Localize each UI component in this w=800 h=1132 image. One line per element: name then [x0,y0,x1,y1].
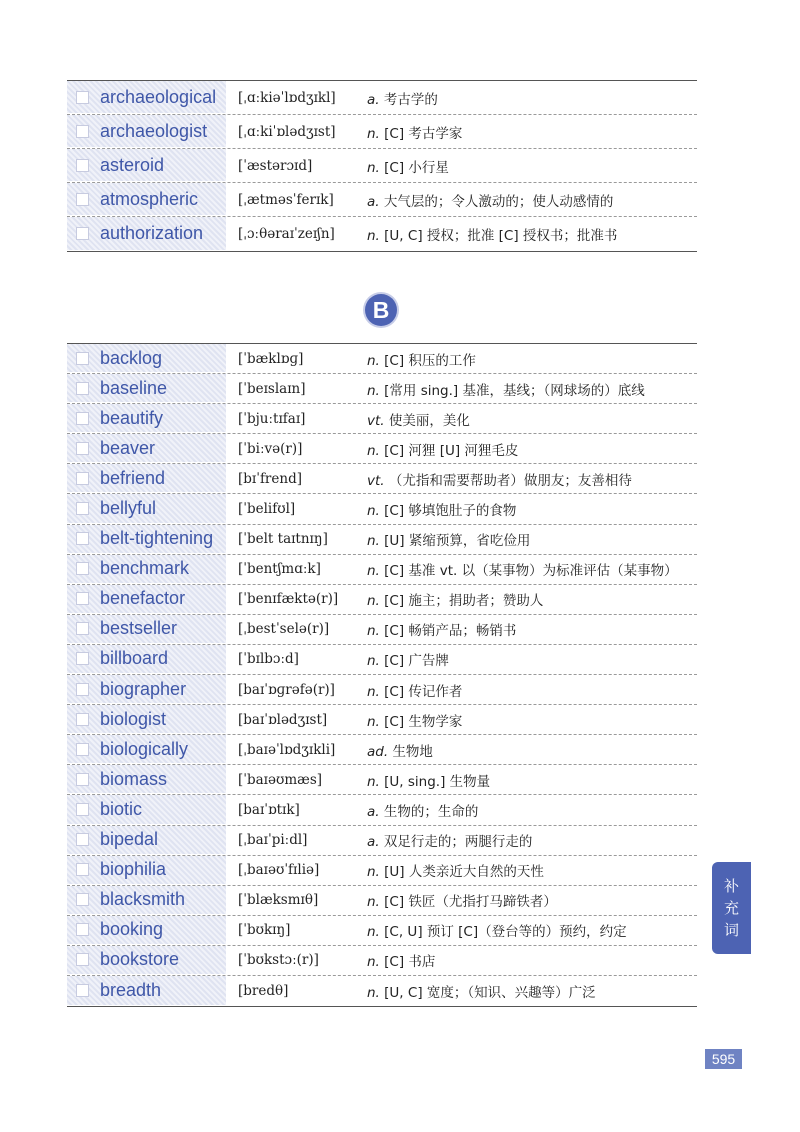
checkbox[interactable] [76,502,89,515]
table-row [67,494,697,524]
checkbox[interactable] [76,773,89,786]
entry-meaning: [C] 传记作者 [384,683,463,700]
entry-definition [367,589,697,609]
entry-pos: n. [367,382,380,399]
entry-meaning: 生物的；生命的 [383,803,479,820]
entry-definition [367,800,697,820]
entry-phonetic: [ˈbɪlbɔːd] [238,651,299,668]
entry-meaning: [C] 书店 [384,954,436,971]
table-row [67,826,697,856]
entry-phonetic: [ˈbelt taɪtnɪŋ] [238,531,328,548]
word-cell [67,217,226,251]
entry-definition [367,88,697,108]
page-number: 595 [705,1049,742,1069]
entry-pos: n. [367,653,380,670]
table-row [67,675,697,705]
word-cell [67,765,226,794]
entry-definition [367,156,697,176]
table-row [67,795,697,825]
entry-pos: n. [367,593,380,610]
table-row [67,374,697,404]
entry-phonetic: [ˈbʊkstɔː(r)] [238,952,319,969]
word-cell [67,555,226,584]
entry-meaning: [U, sing.] 生物量 [384,773,491,790]
word-cell [67,585,226,614]
entry-pos: n. [367,683,380,700]
word-cell [67,946,226,975]
table-row [67,856,697,886]
table-row [67,916,697,946]
entry-meaning: （尤指和需要帮助者）做朋友；友善相待 [388,472,632,489]
checkbox[interactable] [76,713,89,726]
entry-word: belt-tightening [100,528,214,549]
word-cell [67,795,226,824]
entry-meaning: [C] 河狸 [U] 河狸毛皮 [384,442,519,459]
entry-word: blacksmith [100,889,186,910]
table-row [67,645,697,675]
section-letter-badge: B [365,294,397,326]
entry-phonetic: [bredθ] [238,983,289,1000]
entry-word: archaeologist [100,120,208,141]
entry-meaning: [C, U] 预订 [C]（登台等的）预约，约定 [384,924,627,941]
table-row [67,81,697,115]
entry-meaning: [U, C] 授权；批准 [C] 授权书；批准书 [384,228,618,244]
checkbox[interactable] [76,472,89,485]
entry-word: bestseller [100,618,178,639]
checkbox[interactable] [76,923,89,936]
checkbox[interactable] [76,592,89,605]
table-row [67,525,697,555]
entry-meaning: [C] 考古学家 [384,125,463,142]
table-row [67,464,697,494]
entry-word: breadth [100,980,162,1001]
entry-phonetic: [ˈbjuːtɪfaɪ] [238,410,306,427]
word-cell [67,705,226,734]
checkbox[interactable] [76,562,89,575]
entry-meaning: [C] 畅销产品；畅销书 [384,623,517,640]
word-cell [67,826,226,855]
entry-meaning: [C] 广告牌 [384,653,449,670]
word-cell [67,464,226,493]
checkbox[interactable] [76,622,89,635]
entry-meaning: [C] 铁匠（尤指打马蹄铁者） [384,894,557,911]
vocab-table-a [67,80,697,252]
entry-definition [367,740,697,760]
checkbox[interactable] [76,532,89,545]
entry-definition [367,710,697,730]
entry-pos: n. [367,352,380,369]
entry-meaning: 生物地 [392,743,433,760]
checkbox[interactable] [76,984,89,997]
entry-phonetic: [bɪˈfrend] [238,470,302,487]
word-cell [67,856,226,885]
checkbox[interactable] [76,412,89,425]
table-row [67,735,697,765]
entry-definition [367,529,697,549]
entry-meaning: [C] 小行星 [384,159,449,176]
entry-phonetic: [ˌbaɪəʊˈfɪliə] [238,862,320,879]
checkbox[interactable] [76,683,89,696]
entry-phonetic: [ˌɔːθəraɪˈzeɪʃn] [238,226,335,242]
entry-definition [367,830,697,850]
entry-meaning: [U] 紧缩预算，省吃俭用 [384,533,531,550]
entry-pos: a. [367,834,380,851]
entry-definition [367,559,697,579]
table-row [67,976,697,1006]
entry-pos: n. [367,125,380,142]
entry-pos: n. [367,864,380,881]
entry-definition [367,950,697,970]
entry-word: backlog [100,347,163,368]
entry-meaning: [C] 生物学家 [384,713,463,730]
checkbox[interactable] [76,382,89,395]
entry-word: billboard [100,648,169,669]
word-cell [67,675,226,704]
entry-meaning: 大气层的；令人激动的；使人动感情的 [383,193,614,210]
entry-pos: n. [367,985,380,1002]
entry-phonetic: [ˈbaɪəʊmæs] [238,771,323,788]
word-cell [67,149,226,182]
table-row [67,149,697,183]
entry-word: atmospheric [100,188,199,209]
entry-pos: ad. [367,743,389,760]
table-row [67,115,697,149]
word-cell [67,525,226,554]
entry-meaning: [U, C] 宽度；（知识、兴趣等）广泛 [384,985,596,1002]
checkbox[interactable] [76,125,89,138]
entry-phonetic: [baɪˈɒlədʒɪst] [238,711,328,728]
entry-pos: n. [367,159,380,176]
table-row [67,217,697,251]
table-row [67,765,697,795]
checkbox[interactable] [76,652,89,665]
entry-meaning: [C] 够填饱肚子的食物 [384,503,517,520]
checkbox[interactable] [76,442,89,455]
entry-pos: a. [367,193,380,210]
supplementary-words-tab[interactable] [712,862,751,954]
side-tab-char: 词 [723,921,739,939]
entry-meaning: 双足行走的；两腿行走的 [383,834,533,851]
entry-pos: n. [367,533,380,550]
entry-word: baseline [100,377,168,398]
entry-pos: n. [367,442,380,459]
entry-definition [367,860,697,880]
entry-pos: n. [367,503,380,520]
entry-word: befriend [100,467,166,488]
entry-word: booking [100,919,164,940]
entry-phonetic: [ˌɑːkiˈɒlədʒɪst] [238,123,336,140]
entry-pos: n. [367,563,380,580]
table-row [67,615,697,645]
checkbox[interactable] [76,803,89,816]
table-row [67,344,697,374]
checkbox[interactable] [76,159,89,172]
entry-phonetic: [ˈbentʃmɑːk] [238,561,321,578]
entry-word: biologically [100,738,189,759]
entry-phonetic: [baɪˈɒtɪk] [238,801,300,818]
entry-definition [367,920,697,940]
word-cell [67,434,226,463]
checkbox[interactable] [76,352,89,365]
entry-definition [367,619,697,639]
entry-phonetic: [ˈbeɪslaɪn] [238,380,306,397]
entry-phonetic: [ˌætməsˈferɪk] [238,191,334,208]
table-row [67,434,697,464]
entry-definition [367,379,697,399]
entry-word: biotic [100,798,143,819]
table-row [67,183,697,217]
entry-phonetic: [ˌbaɪˈpiːdl] [238,832,308,849]
table-row [67,946,697,976]
entry-pos: a. [367,91,380,108]
word-cell [67,344,226,373]
entry-definition [367,190,697,210]
entry-word: biographer [100,678,187,699]
word-cell [67,916,226,945]
entry-definition [367,439,697,459]
entry-word: biomass [100,768,168,789]
checkbox[interactable] [76,833,89,846]
entry-definition [367,649,697,669]
entry-definition [367,349,697,369]
side-tab-char: 补 [723,877,739,895]
entry-meaning: [U] 人类亲近大自然的天性 [384,864,544,881]
table-row [67,705,697,735]
entry-definition [367,409,697,429]
entry-phonetic: [ˌbaɪəˈlɒdʒɪkli] [238,741,336,758]
entry-meaning: [C] 基准 vt. 以（某事物）为标准评估（某事物） [384,563,678,580]
entry-word: asteroid [100,154,165,175]
entry-phonetic: [ˈbæklɒɡ] [238,350,304,367]
checkbox[interactable] [76,863,89,876]
entry-word: biologist [100,708,167,729]
entry-meaning: [C] 施主；捐助者；赞助人 [384,593,544,610]
entry-word: benchmark [100,558,190,579]
entry-word: authorization [100,223,204,243]
entry-meaning: 使美丽，美化 [388,412,470,429]
entry-phonetic: [ˈblæksmɪθ] [238,892,319,909]
entry-phonetic: [ˈbelifʊl] [238,501,296,518]
entry-pos: n. [367,924,380,941]
word-cell [67,645,226,674]
checkbox[interactable] [76,953,89,966]
entry-word: biophilia [100,859,167,880]
table-row [67,555,697,585]
word-cell [67,735,226,764]
entry-definition [367,122,697,142]
table-row [67,585,697,615]
entry-phonetic: [ˌɑːkiəˈlɒdʒɪkl] [238,89,336,106]
word-cell [67,976,226,1006]
entry-word: beautify [100,407,164,428]
entry-meaning: [常用 sing.] 基准，基线；（网球场的）底线 [384,382,645,399]
entry-word: beaver [100,437,156,458]
word-cell [67,615,226,644]
entry-word: bookstore [100,949,180,970]
word-cell [67,404,226,433]
word-cell [67,183,226,216]
checkbox[interactable] [76,743,89,756]
entry-word: bellyful [100,498,157,519]
entry-pos: n. [367,713,380,730]
checkbox[interactable] [76,227,89,240]
entry-definition [367,680,697,700]
entry-pos: n. [367,228,380,244]
entry-phonetic: [ˈæstərɔɪd] [238,157,313,174]
word-cell [67,115,226,148]
entry-pos: a. [367,803,380,820]
entry-phonetic: [ˈbenɪfæktə(r)] [238,591,339,608]
entry-definition [367,890,697,910]
checkbox[interactable] [76,193,89,206]
word-cell [67,81,226,114]
table-row [67,886,697,916]
entry-definition [367,981,697,1001]
entry-meaning: [C] 积压的工作 [384,352,476,369]
entry-pos: n. [367,954,380,971]
entry-word: archaeological [100,86,217,107]
entry-word: bipedal [100,829,159,850]
entry-definition [367,499,697,519]
entry-pos: vt. [367,472,385,489]
entry-pos: vt. [367,412,385,429]
entry-definition [367,469,697,489]
entry-pos: n. [367,894,380,911]
word-cell [67,886,226,915]
checkbox[interactable] [76,91,89,104]
entry-phonetic: [ˈbʊkɪŋ] [238,922,291,939]
side-tab-char: 充 [723,899,739,917]
entry-phonetic: [ˈbiːvə(r)] [238,440,303,457]
entry-pos: n. [367,623,380,640]
checkbox[interactable] [76,893,89,906]
table-row [67,404,697,434]
word-cell [67,494,226,523]
entry-meaning: 考古学的 [383,91,438,108]
entry-pos: n. [367,773,380,790]
vocab-table-b [67,343,697,1007]
entry-phonetic: [ˌbestˈselə(r)] [238,621,330,638]
word-cell [67,374,226,403]
entry-definition [367,224,697,244]
entry-word: benefactor [100,588,186,609]
entry-phonetic: [baɪˈɒɡrəfə(r)] [238,681,335,698]
entry-definition [367,770,697,790]
